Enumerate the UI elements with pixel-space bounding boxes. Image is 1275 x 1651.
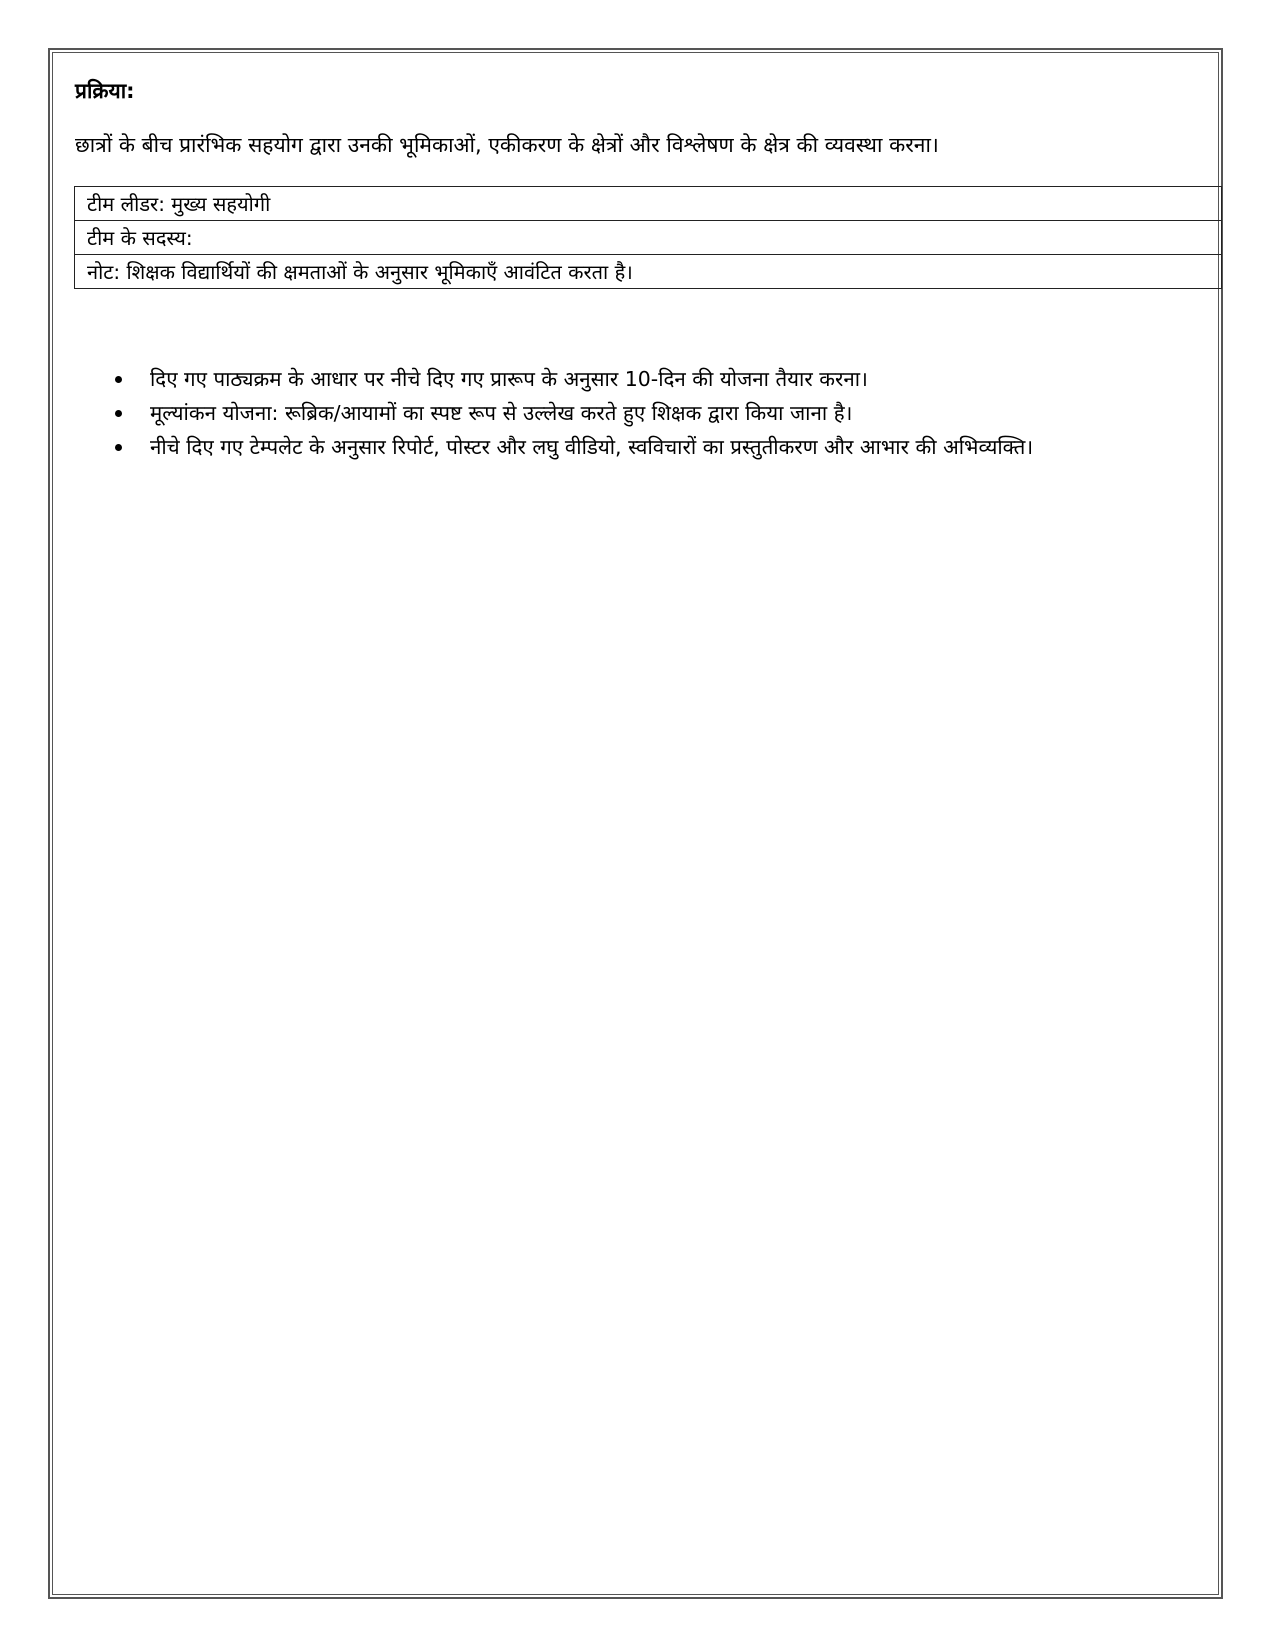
procedure-section xyxy=(75,76,1225,160)
bullet-icon xyxy=(115,444,122,451)
list-item xyxy=(110,430,1220,464)
list-item xyxy=(110,396,1220,430)
procedure-intro: छात्रों के बीच प्रारंभिक सहयोग द्वारा उनकी भूमिकाओं, एकीकरण के क्षेत्रों और विश्लेषण के क्षेत्र की व्यवस्था करना। xyxy=(75,133,939,157)
table-row xyxy=(75,221,1222,255)
bullet-icon xyxy=(115,376,122,383)
list-item-text: मूल्यांकन योजना: रूब्रिक/आयामों का स्पष्ट रूप से उल्लेख करते हुए शिक्षक द्वारा किया जाना है। xyxy=(150,401,853,425)
bullet-icon xyxy=(115,410,122,417)
procedure-heading: प्रक्रिया: xyxy=(75,79,135,103)
team-leader-cell: टीम लीडर: मुख्य सहयोगी xyxy=(75,187,1222,221)
team-members-cell: टीम के सदस्य: xyxy=(75,221,1222,255)
bullet-list xyxy=(110,362,1220,464)
list-item-text: दिए गए पाठ्यक्रम के आधार पर नीचे दिए गए प्रारूप के अनुसार 10-दिन की योजना तैयार करना। xyxy=(150,367,868,391)
note-cell: नोट: शिक्षक विद्यार्थियों की क्षमताओं के अनुसार भूमिकाएँ आवंटित करता है। xyxy=(75,255,1222,289)
list-item xyxy=(110,362,1220,396)
roles-table xyxy=(74,186,1222,289)
list-item-text: नीचे दिए गए टेम्पलेट के अनुसार रिपोर्ट, पोस्टर और लघु वीडियो, स्वविचारों का प्रस्तुतीकरण और आभार की अभिव्यक्ति। xyxy=(150,435,1034,459)
table-row xyxy=(75,187,1222,221)
table-row xyxy=(75,255,1222,289)
